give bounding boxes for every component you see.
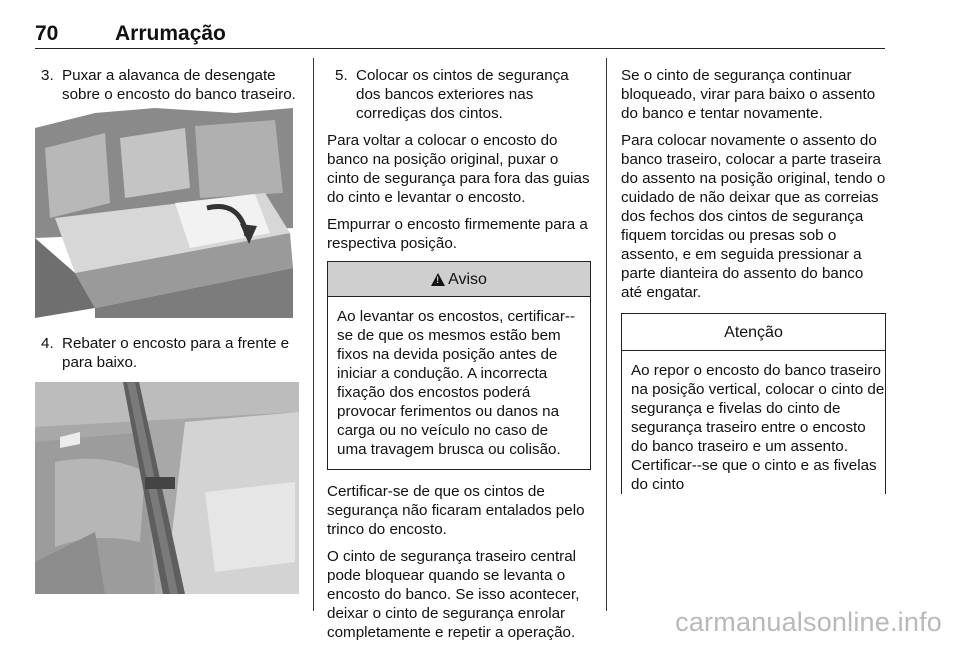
attention-header bbox=[622, 314, 885, 351]
belt-illustration bbox=[35, 382, 299, 594]
figure-seat-release bbox=[35, 108, 293, 318]
paragraph: Para voltar a colocar o encosto do banco na posição original, puxar o cinto de segurança para fora das guias do cinto e levantar o encosto. bbox=[327, 132, 590, 206]
warning-text: Ao levantar os encostos, certificar--se de que os mesmos estão bem fixos na devida posição antes de iniciar a condução. A incorrecta fixação dos encostos poderá provocar ferimentos ou danos na carga ou no veículo no caso de uma travagem brusca ou colisão. bbox=[337, 308, 576, 458]
chapter-title: Arrumação bbox=[115, 22, 226, 45]
warning-header bbox=[328, 262, 590, 297]
step-3 bbox=[41, 66, 299, 104]
column-1 bbox=[41, 66, 299, 594]
step-4 bbox=[41, 334, 299, 372]
step-text: Rebater o encosto para a frente e para baixo. bbox=[62, 335, 290, 371]
page-header bbox=[35, 22, 885, 49]
attention-title: Atenção bbox=[724, 323, 783, 341]
warning-triangle-icon bbox=[431, 273, 445, 286]
paragraph: O cinto de segurança traseiro central pode bloquear quando se levanta o encosto do banco. Se isso acontecer, deixar o cinto de segurança enrolar completamente e repetir a operação. bbox=[327, 548, 580, 641]
column-3 bbox=[621, 66, 886, 494]
column-2 bbox=[327, 66, 591, 650]
column-divider bbox=[313, 58, 314, 611]
step-5 bbox=[335, 66, 591, 123]
step-text: Colocar os cintos de segurança dos bancos exteriores nas corrediças dos cintos. bbox=[356, 67, 569, 122]
paragraph: Certificar-se de que os cintos de segurança não ficaram entalados pelo trinco do encosto. bbox=[327, 483, 585, 538]
column-divider bbox=[606, 58, 607, 611]
paragraph: Se o cinto de segurança continuar bloqueado, virar para baixo o assento do banco e tentar novamente. bbox=[621, 67, 876, 122]
paragraph: Empurrar o encosto firmemente para a respectiva posição. bbox=[327, 216, 588, 252]
step-number: 3. bbox=[41, 67, 54, 84]
seat-illustration bbox=[35, 108, 293, 318]
page-number: 70 bbox=[35, 22, 59, 45]
warning-box bbox=[327, 261, 591, 470]
attention-text: Ao repor o encosto do banco traseiro na posição vertical, colocar o cinto de segurança e fivelas do cinto de segurança traseiro entre o encosto do banco traseiro e um assento. Certificar--se que o cinto e as fivelas do cinto bbox=[631, 362, 885, 493]
figure-seat-fold bbox=[35, 382, 299, 594]
attention-box bbox=[621, 313, 886, 494]
step-number: 5. bbox=[335, 67, 348, 84]
step-text: Puxar a alavanca de desengate sobre o encosto do banco traseiro. bbox=[62, 67, 296, 103]
watermark: carmanualsonline.info bbox=[675, 607, 942, 637]
paragraph: Para colocar novamente o assento do banco traseiro, colocar a parte traseira do assento na posição original, tendo o cuidado de não deixar que as correias dos fechos dos cintos de segurança fiquem torcidas ou presas sob o assento, e em seguida pressionar a parte dianteira do assento do banco até engatar. bbox=[621, 132, 886, 301]
warning-title: Aviso bbox=[448, 270, 487, 288]
step-number: 4. bbox=[41, 335, 54, 352]
